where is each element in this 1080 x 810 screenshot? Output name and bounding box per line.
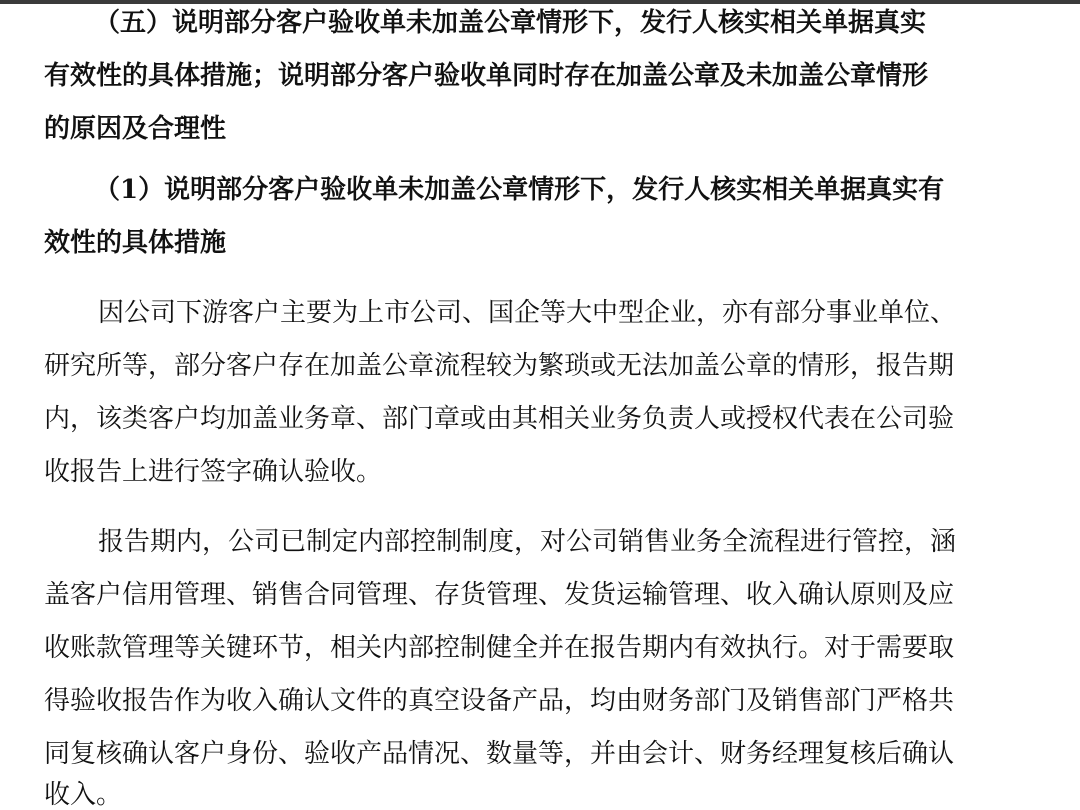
- paragraph-line: 盖客户信用管理、销售合同管理、存货管理、发货运输管理、收入确认原则及应: [44, 580, 955, 610]
- paragraph-line: 同复核确认客户身份、验收产品情况、数量等，并由会计、财务经理复核后确认: [44, 739, 955, 769]
- paragraph-line: 报告期内，公司已制定内部控制制度，对公司销售业务全流程进行管控，涵: [98, 527, 957, 557]
- paragraph-line: 内，该类客户均加盖业务章、部门章或由其相关业务负责人或授权代表在公司验: [44, 404, 955, 434]
- paragraph-line: 研究所等，部分客户存在加盖公章流程较为繁琐或无法加盖公章的情形，报告期: [44, 351, 955, 381]
- subheading-line: （1）说明部分客户验收单未加盖公章情形下，发行人核实相关单据真实有: [94, 175, 945, 205]
- paragraph-line: 收入。: [44, 780, 123, 810]
- clipped-line: [44, 780, 123, 810]
- page-top-border: [0, 0, 1080, 4]
- heading-line: 的原因及合理性: [44, 114, 227, 144]
- paragraph-line: 因公司下游客户主要为上市公司、国企等大中型企业，亦有部分事业单位、: [98, 298, 957, 328]
- paragraph-line: 得验收报告作为收入确认文件的真空设备产品，均由财务部门及销售部门严格共: [44, 686, 955, 716]
- paragraph-line: 收报告上进行签字确认验收。: [44, 457, 383, 487]
- heading-line: 有效性的具体措施；说明部分客户验收单同时存在加盖公章及未加盖公章情形: [44, 61, 929, 91]
- subheading-line: 效性的具体措施: [44, 228, 227, 258]
- paragraph-line: 收账款管理等关键环节，相关内部控制健全并在报告期内有效执行。对于需要取: [44, 633, 955, 663]
- heading-line: （五）说明部分客户验收单未加盖公章情形下，发行人核实相关单据真实: [94, 8, 927, 38]
